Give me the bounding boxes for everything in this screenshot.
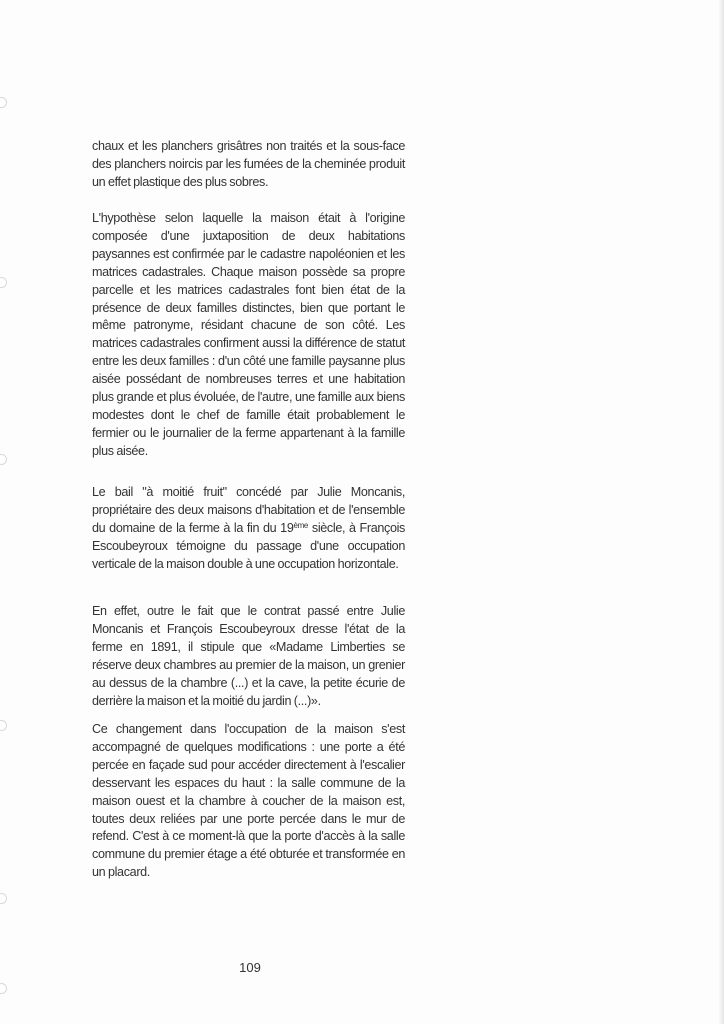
- binder-hole: [0, 893, 7, 904]
- binder-hole: [0, 720, 7, 731]
- binder-hole: [0, 97, 7, 108]
- paragraph-materials: chaux et les planchers grisâtres non traités et la sous-face des planchers noircis par les fumées de la cheminée produit un effet plastique des plus sobres.: [92, 139, 405, 189]
- paragraph-contract: En effet, outre le fait que le contrat passé entre Julie Moncanis et François Escoubeyroux dresse l'état de la ferme en 1891, il stipule que «Madame Limberties se réserve deux chambres au premier de la maison, un grenier au dessus de la chambre (...) et la cave, la petite écurie de derrière la maison et la moitié du jardin (...)».: [92, 604, 405, 708]
- page-number: 109: [239, 960, 261, 975]
- paragraph-hypothesis: L'hypothèse selon laquelle la maison était à l'origine composée d'une juxtaposition de deux habitations paysannes est confirmée par le cadastre napoléonien et les matrices cadastrales. Chaque maison possède sa propre parcelle et les matrices cadastrales font bien état de la présence de deux familles distinctes, bien que portant le même patronyme, résidant chacune de son côté. Les matrices cadastrales confirment aussi la différence de statut entre les deux familles : d'un côté une famille paysanne plus aisée possédant de nombreuses terres et une habitation plus grande et plus évoluée, de l'autre, une famille aux biens modestes dont le chef de famille était probablement le fermier ou le journalier de la ferme appartenant à la famille plus aisée.: [92, 211, 405, 458]
- century-superscript: ème: [293, 520, 308, 530]
- page-edge-shadow: [718, 0, 724, 1024]
- lease-text-end: siècle, à François Escoubeyroux témoigne du passage d'une occupation verticale de la maison double à une occupation horizontale.: [92, 520, 406, 571]
- binder-hole: [0, 983, 7, 994]
- lease-text-start: Le bail "à moitié fruit" concédé par Julie Moncanis, propriétaire des deux maisons d'habitation et de l'ensemble du domaine de la ferme à la fin du 19: [92, 485, 405, 535]
- paragraph-lease: [92, 484, 405, 574]
- binder-hole: [0, 454, 7, 465]
- paragraph-modifications: Ce changement dans l'occupation de la maison s'est accompagné de quelques modifications : une porte a été percée en façade sud pour accéder directement à l'escalier desservant les espaces du haut : la salle commune de la maison ouest et la chambre à coucher de la maison est, toutes deux reliées par une porte percée dans le mur de refend. C'est à ce moment-là que la porte d'accès à la salle commune du premier étage a été obturée et transformée en un placard.: [92, 722, 405, 880]
- binder-hole: [0, 277, 7, 288]
